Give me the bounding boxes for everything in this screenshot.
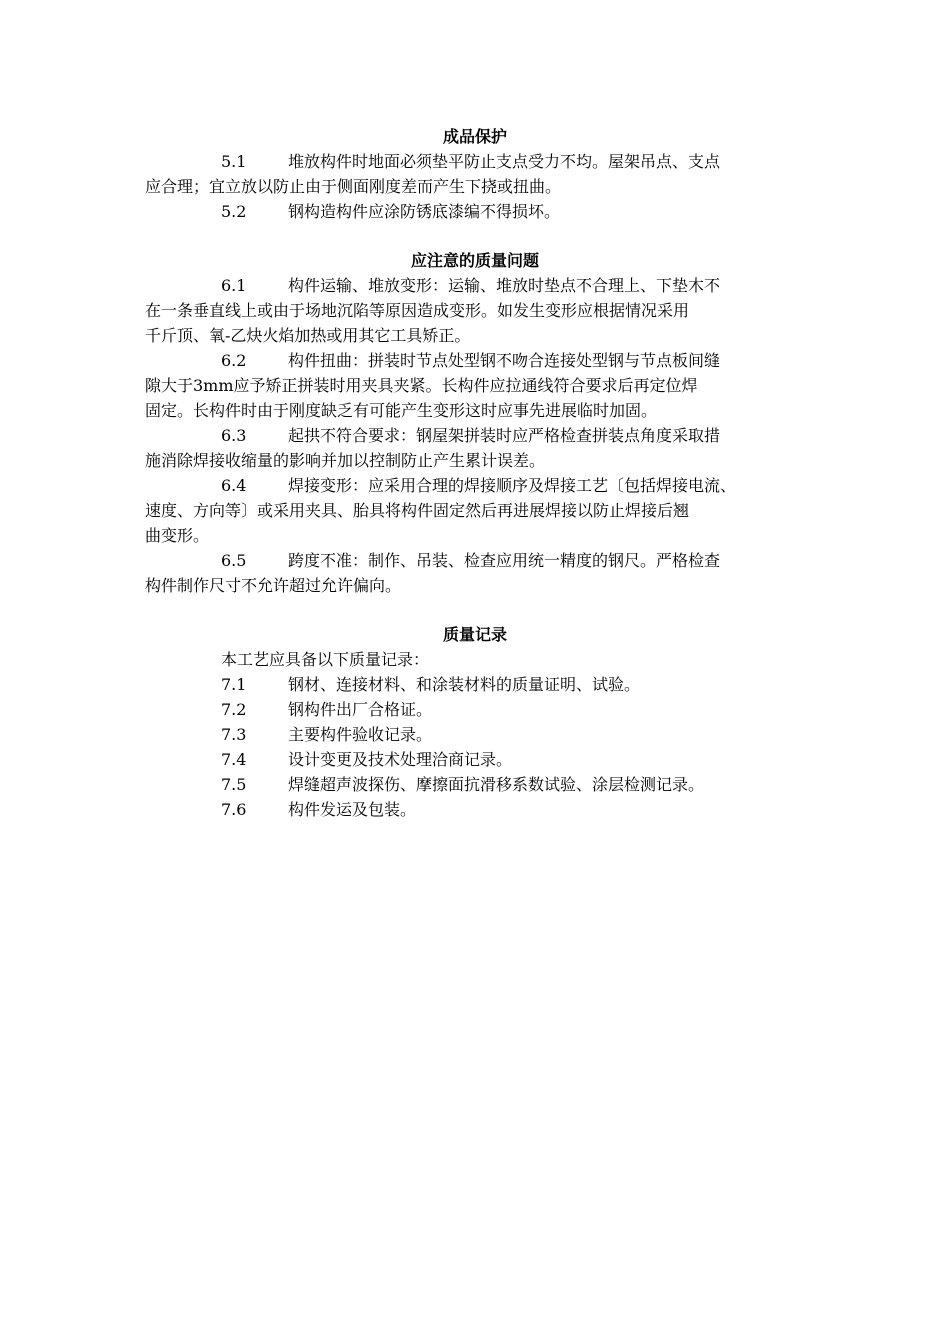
clause-text: 堆放构件时地面必须垫平防止支点受力不均。屋架吊点、支点 — [288, 152, 721, 171]
section-heading-quality-issues: 应注意的质量问题 — [410, 251, 539, 270]
clause-number: 7.1 — [221, 675, 247, 694]
clause-number: 7.2 — [221, 700, 247, 719]
clause-text: 焊缝超声波探伤、摩擦面抗滑移系数试验、涂层检测记录。 — [288, 775, 705, 794]
clause-number: 6.4 — [221, 476, 247, 495]
clause-text-continued: 速度、方向等〕或采用夹具、胎具将构件固定然后再进展焊接以防止焊接后翘 — [145, 501, 690, 520]
clause-text-continued: 曲变形。 — [145, 526, 210, 545]
clause-text: 起拱不符合要求：钢屋架拼装时应严格检查拼装点角度采取措 — [288, 426, 721, 445]
clause-text: 构件运输、堆放变形：运输、堆放时垫点不合理上、下垫木不 — [288, 276, 721, 295]
clause-number: 6.5 — [221, 551, 247, 570]
clause-text-continued: 在一条垂直线上或由于场地沉陷等原因造成变形。如发生变形应根据情况采用 — [145, 301, 690, 320]
clause-text: 跨度不准：制作、吊装、检查应用统一精度的钢尺。严格检查 — [288, 551, 721, 570]
clause-number: 6.1 — [221, 276, 247, 295]
clause-text: 钢构件出厂合格证。 — [288, 700, 433, 719]
clause-number: 6.2 — [221, 351, 247, 370]
clause-text: 构件扭曲：拼装时节点处型钢不吻合连接处型钢与节点板间缝 — [288, 351, 721, 370]
clause-number: 6.3 — [221, 426, 247, 445]
clause-text-continued: 千斤顶、氧-乙炔火焰加热或用其它工具矫正。 — [145, 326, 471, 345]
clause-text-continued: 构件制作尺寸不允许超过允许偏向。 — [145, 576, 402, 595]
clause-number: 7.5 — [221, 775, 247, 794]
clause-number: 7.3 — [221, 725, 247, 744]
clause-text-continued: 固定。长构件时由于刚度缺乏有可能产生变形这时应事先进展临时加固。 — [145, 401, 658, 420]
clause-text-continued: 施消除焊接收缩量的影响并加以控制防止产生累计误差。 — [145, 451, 546, 470]
clause-number: 5.2 — [221, 202, 247, 221]
section-intro: 本工艺应具备以下质量记录： — [221, 650, 430, 669]
clause-text: 设计变更及技术处理洽商记录。 — [288, 750, 513, 769]
clause-text: 构件发运及包装。 — [288, 800, 417, 819]
clause-text-continued: 应合理；宜立放以防止由于侧面刚度差而产生下挠或扭曲。 — [145, 177, 562, 196]
clause-text: 钢材、连接材料、和涂装材料的质量证明、试验。 — [288, 675, 641, 694]
clause-text-continued: 隙大于3mm应予矫正拼装时用夹具夹紧。长构件应拉通线符合要求后再定位焊 — [145, 376, 698, 395]
clause-text: 焊接变形：应采用合理的焊接顺序及焊接工艺〔包括焊接电流、 — [288, 476, 737, 495]
clause-number: 7.6 — [221, 800, 247, 819]
section-heading-finished-product-protection: 成品保护 — [442, 127, 507, 146]
clause-text: 主要构件验收记录。 — [288, 725, 433, 744]
clause-number: 7.4 — [221, 750, 247, 769]
clause-number: 5.1 — [221, 152, 247, 171]
clause-text: 钢构造构件应涂防锈底漆编不得损坏。 — [288, 202, 561, 221]
section-heading-quality-records: 质量记录 — [442, 625, 507, 644]
